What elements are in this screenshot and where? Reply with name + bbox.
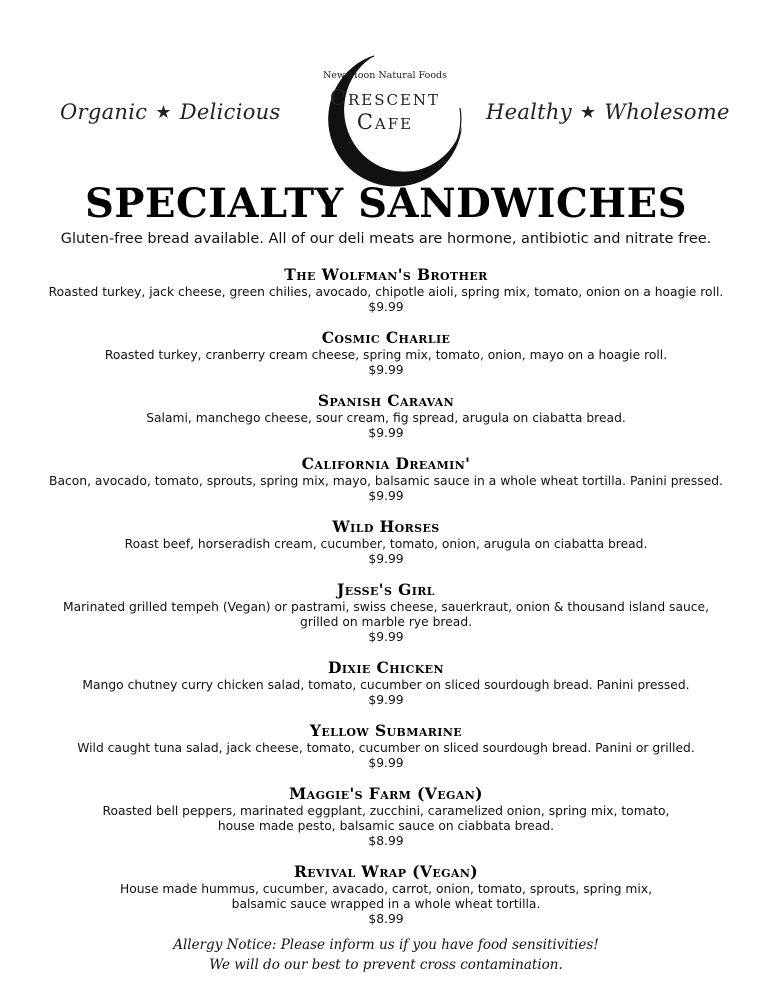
menu-item-price: $9.99 <box>368 693 404 707</box>
tagline-word: Delicious <box>179 100 281 124</box>
menu-item-name: Cosmic Charlie <box>321 328 451 347</box>
menu-item <box>20 265 752 315</box>
menu-item-price: $8.99 <box>368 834 404 848</box>
menu-item-description: house made pesto, balsamic sauce on ciabbata bread. <box>217 819 555 833</box>
menu-item-description: Salami, manchego cheese, sour cream, fig spread, arugula on ciabatta bread. <box>146 411 626 425</box>
allergy-notice-line: We will do our best to prevent cross contamination. <box>209 957 563 973</box>
menu-item-price: $9.99 <box>368 630 404 644</box>
star-icon: ★ <box>579 102 597 123</box>
tagline-right <box>486 100 730 124</box>
logo-small-text: New Moon Natural Foods <box>322 70 448 81</box>
menu-item <box>20 328 752 378</box>
page-subtitle: Gluten-free bread available. All of our deli meats are hormone, antibiotic and nitrate free. <box>60 231 712 247</box>
menu-item-name: Wild Horses <box>332 517 440 536</box>
menu-item-price: $9.99 <box>368 300 404 314</box>
menu-item-price: $9.99 <box>368 552 404 566</box>
menu-item-description: Bacon, avocado, tomato, sprouts, spring mix, mayo, balsamic sauce in a whole wheat tortilla. Panini pressed. <box>49 474 723 488</box>
menu-item <box>20 862 752 927</box>
menu-item-name: California Dreamin' <box>301 454 471 473</box>
menu-item-price: $9.99 <box>368 756 404 770</box>
menu-item-price: $9.99 <box>368 426 404 440</box>
menu-item-description: Roast beef, horseradish cream, cucumber, tomato, onion, arugula on ciabatta bread. <box>124 537 648 551</box>
menu-item-description: Wild caught tuna salad, jack cheese, tomato, cucumber on sliced sourdough bread. Panini or grilled. <box>77 741 695 755</box>
menu-item-description: Marinated grilled tempeh (Vegan) or pastrami, swiss cheese, sauerkraut, onion & thousand island sauce, <box>62 600 710 614</box>
menu-item <box>20 580 752 645</box>
sandwich-menu <box>20 265 752 940</box>
menu-item-description: Roasted bell peppers, marinated eggplant, zucchini, caramelized onion, spring mix, tomato, <box>102 804 670 818</box>
menu-item <box>20 454 752 504</box>
menu-item <box>20 721 752 771</box>
menu-item-name: Dixie Chicken <box>328 658 444 677</box>
menu-item-name: Revival Wrap (Vegan) <box>293 862 479 881</box>
allergy-notice-line: Allergy Notice: Please inform us if you have food sensitivities! <box>173 937 599 953</box>
menu-item-description: Roasted turkey, cranberry cream cheese, spring mix, tomato, onion, mayo on a hoagie roll. <box>104 348 668 362</box>
logo-name-line1: Crescent <box>329 86 441 110</box>
menu-item-price: $8.99 <box>368 912 404 926</box>
menu-item-price: $9.99 <box>368 363 404 377</box>
menu-item-name: Spanish Caravan <box>317 391 455 410</box>
tagline-word: Organic <box>60 100 148 124</box>
page-title: SPECIALTY SANDWICHES <box>85 180 687 227</box>
menu-item-name: The Wolfman's Brother <box>284 265 488 284</box>
menu-item-description: grilled on marble rye bread. <box>299 615 473 629</box>
menu-item <box>20 658 752 708</box>
menu-item-name: Jesse's Girl <box>337 580 435 599</box>
menu-header <box>0 0 772 180</box>
menu-item <box>20 784 752 849</box>
tagline-left <box>60 100 281 124</box>
menu-item-description: Mango chutney curry chicken salad, tomato, cucumber on sliced sourdough bread. Panini pressed. <box>82 678 690 692</box>
tagline-word: Healthy <box>486 100 572 124</box>
menu-item-description: House made hummus, cucumber, avacado, carrot, onion, tomato, sprouts, spring mix, <box>119 882 653 896</box>
allergy-notice <box>0 935 772 975</box>
menu-item-price: $9.99 <box>368 489 404 503</box>
menu-item <box>20 391 752 441</box>
star-icon: ★ <box>155 102 172 123</box>
menu-item-name: Yellow Submarine <box>309 721 463 740</box>
menu-item-description: balsamic sauce wrapped in a whole wheat tortilla. <box>231 897 541 911</box>
menu-item-description: Roasted turkey, jack cheese, green chilies, avocado, chipotle aioli, spring mix, tomato, onion on a hoagie roll. <box>48 285 724 299</box>
tagline-word: Wholesome <box>604 100 730 124</box>
crescent-cafe-logo <box>310 48 470 188</box>
menu-item <box>20 517 752 567</box>
menu-item-name: Maggie's Farm (Vegan) <box>289 784 483 803</box>
logo-name-line2: Cafe <box>356 110 414 134</box>
